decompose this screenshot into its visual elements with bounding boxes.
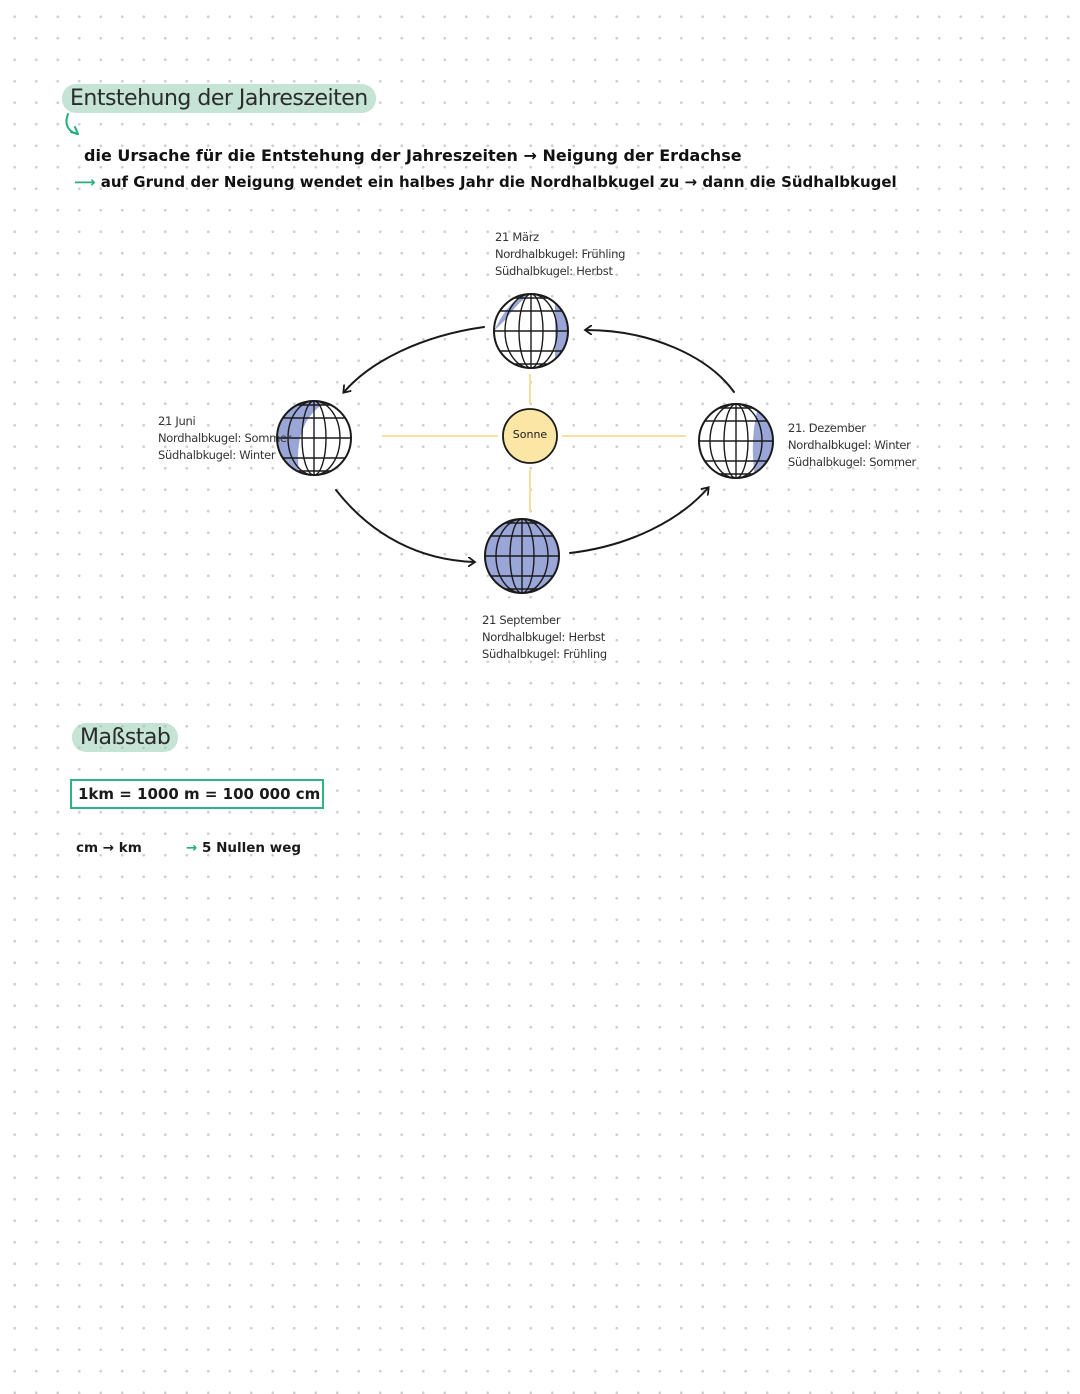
- label-september: [482, 612, 607, 663]
- reason-text: auf Grund der Neigung wendet ein halbes Jahr die Nordhalbkugel zu: [100, 173, 680, 191]
- cause-arrow: →: [523, 146, 537, 165]
- north-season: Nordhalbkugel: Sommer: [158, 431, 292, 445]
- curved-arrow-icon: [570, 488, 708, 553]
- date: 21. Dezember: [788, 421, 866, 435]
- date: 21 Juni: [158, 414, 196, 428]
- curved-arrow-icon: [344, 327, 484, 392]
- sun-label: Sonne: [512, 428, 548, 441]
- globe-icon: [481, 519, 563, 593]
- conversion-from-to: cm → km: [76, 840, 142, 856]
- north-season: Nordhalbkugel: Frühling: [495, 247, 626, 261]
- conversion-rule: 5 Nullen weg: [202, 840, 302, 856]
- curved-arrow-icon: [586, 330, 734, 392]
- date: 21 September: [482, 613, 561, 627]
- south-season: Südhalbkugel: Herbst: [495, 264, 613, 278]
- section-heading-scale: Maßstab: [72, 723, 178, 752]
- label-march: [495, 229, 625, 280]
- globe-icon: [490, 290, 575, 370]
- south-season: Südhalbkugel: Winter: [158, 448, 276, 462]
- reason-tail: dann die Südhalbkugel: [702, 173, 897, 191]
- section-heading-seasons: Entstehung der Jahreszeiten: [62, 84, 376, 113]
- curved-arrow-icon: [336, 490, 474, 562]
- cause-result: Neigung der Erdachse: [542, 146, 742, 165]
- date: 21 März: [495, 230, 539, 244]
- conversion-rule-line: [186, 840, 301, 856]
- north-season: Nordhalbkugel: Herbst: [482, 630, 605, 644]
- conversion-arrow: →: [186, 840, 198, 856]
- north-season: Nordhalbkugel: Winter: [788, 438, 911, 452]
- reason-arrow: →: [684, 173, 698, 191]
- label-june: [158, 413, 291, 464]
- scale-formula: 1km = 1000 m = 100 000 cm: [78, 785, 321, 803]
- label-december: [788, 420, 916, 471]
- reason-lead-arrow: ⟶: [74, 173, 96, 191]
- south-season: Südhalbkugel: Frühling: [482, 647, 607, 661]
- south-season: Südhalbkugel: Sommer: [788, 455, 916, 469]
- cause-text: die Ursache für die Entstehung der Jahreszeiten: [84, 146, 518, 165]
- scale-formula-box: [70, 779, 324, 809]
- globe-icon: [695, 400, 780, 482]
